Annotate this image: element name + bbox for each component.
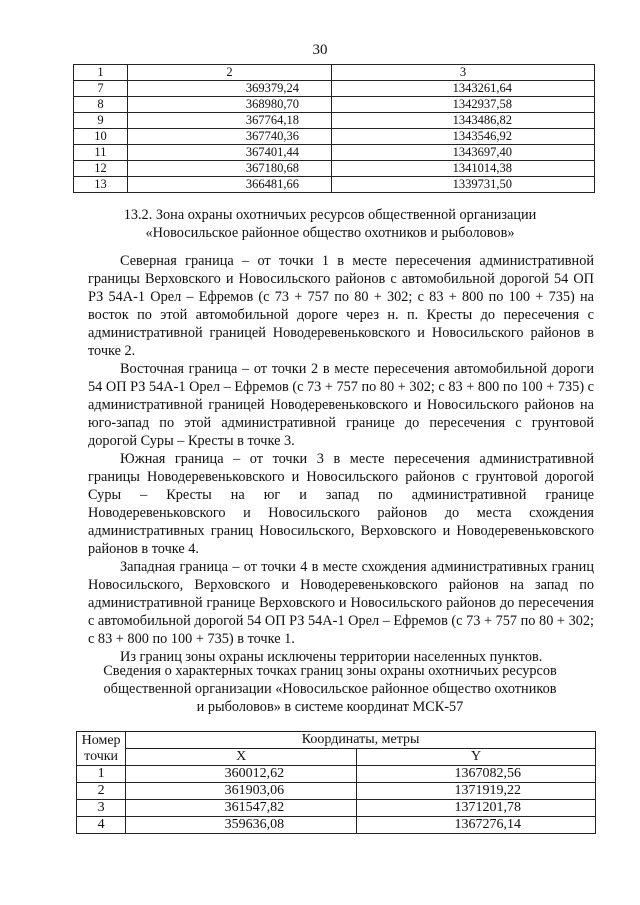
point-number: 1 [77, 766, 126, 783]
coord-x: 368980,70 [127, 97, 331, 113]
point-number: 8 [74, 97, 128, 113]
coordinates-heading-line: общественной организации «Новосильское районное общество охотников [103, 681, 557, 697]
table-row [77, 783, 596, 800]
point-number: 10 [74, 129, 128, 145]
point-number: 9 [74, 113, 128, 129]
point-number: 3 [77, 800, 126, 817]
coord-y: 1341014,38 [332, 161, 595, 177]
table-row [74, 81, 595, 97]
table-row [74, 97, 595, 113]
y-header: Y [357, 749, 596, 766]
coord-y: 1339731,50 [332, 177, 595, 193]
east-boundary-paragraph: Восточная граница – от точки 2 в месте пересечения автомобильной дороги 54 ОП РЗ 54А-1 Орел – Ефремов (с 73 + 757 по 80 + 302; с 83 + 800 по 100 + 735) с административной границей Новодеревеньковского и Новосильского районов на юго-запад по этой административной границе до пересечения с грунтовой дорогой Суры – Кресты в точке 3. [88, 361, 595, 449]
point-number: 7 [74, 81, 128, 97]
coord-x: 367401,44 [127, 145, 331, 161]
coord-x: 360012,62 [126, 766, 357, 783]
table-row [77, 817, 596, 834]
page-number: 30 [312, 42, 328, 58]
coordinates-heading [80, 662, 580, 716]
zone-heading-line: 13.2. Зона охраны охотничьих ресурсов общественной организации [123, 207, 537, 223]
exclusion-paragraph: Из границ зоны охраны исключены территории населенных пунктов. [120, 649, 543, 665]
table-row [74, 177, 595, 193]
table-row [74, 145, 595, 161]
table-header-row [74, 65, 595, 81]
coord-y: 1367082,56 [357, 766, 596, 783]
point-number-header-line: Номер [81, 732, 121, 748]
point-number: 13 [74, 177, 128, 193]
column-number-1: 1 [74, 65, 128, 81]
column-number-3: 3 [332, 65, 595, 81]
table-row [77, 800, 596, 817]
table-row [74, 161, 595, 177]
north-boundary-paragraph: Северная граница – от точки 1 в месте пересечения административной границы Верховского и Новосильского районов с автомобильной дорогой 54 ОП РЗ 54А-1 Орел – Ефремов (с 73 + 757 по 80 + 302; с 83 + 800 по 100 + 735) на восток по этой автомобильной дороге через н. п. Кресты до пересечения с административной границей Новодеревеньковского и Новосильского районов в точке 2. [88, 253, 594, 359]
zone-heading-line: «Новосильское районное общество охотников и рыболовов» [145, 225, 515, 241]
coord-y: 1343546,92 [332, 129, 595, 145]
point-number: 4 [77, 817, 126, 834]
coord-y: 1371201,78 [357, 800, 596, 817]
coord-x: 367740,36 [127, 129, 331, 145]
point-number: 2 [77, 783, 126, 800]
table-header-row [77, 732, 596, 749]
coord-y: 1343261,64 [332, 81, 595, 97]
coord-x: 366481,66 [127, 177, 331, 193]
coord-y: 1371919,22 [357, 783, 596, 800]
coord-y: 1343486,82 [332, 113, 595, 129]
coord-x: 369379,24 [127, 81, 331, 97]
coordinates-table [76, 731, 596, 834]
coordinates-heading-line: Сведения о характерных точках границ зоны охраны охотничьих ресурсов [103, 663, 557, 679]
coord-y: 1343697,40 [332, 145, 595, 161]
coord-x: 359636,08 [126, 817, 357, 834]
coord-x: 361547,82 [126, 800, 357, 817]
point-number: 12 [74, 161, 128, 177]
boundary-description [88, 252, 594, 666]
table-header-row [77, 749, 596, 766]
coord-x: 367764,18 [127, 113, 331, 129]
point-number-header [77, 732, 126, 766]
west-boundary-paragraph: Западная граница – от точки 4 в месте схождения административных границ Новосильского, Верховского и Новодеревеньковского районов на запад по административной границе Верховского и Новосильского районов до пересечения с автомобильной дорогой 54 ОП РЗ 54А-1 Орел – Ефремов (с 73 + 757 по 80 + 302; с 83 + 800 по 100 + 735) в точке 1. [88, 559, 594, 647]
x-header: X [126, 749, 357, 766]
table-row [74, 113, 595, 129]
south-boundary-paragraph: Южная граница – от точки 3 в месте пересечения административной границы Новодеревеньковского и Новосильского районов с грунтовой дорогой Суры – Кресты на юг и запад по административной границе Новодеревеньковского и Новосильского районов до места схождения административных границ Новосильского, Верховского и Новодеревеньковского районов в точке 4. [88, 451, 594, 557]
zone-heading [80, 206, 580, 242]
point-number: 11 [74, 145, 128, 161]
coord-x: 367180,68 [127, 161, 331, 177]
table-row [77, 766, 596, 783]
coordinates-header: Координаты, метры [126, 732, 596, 749]
coord-x: 361903,06 [126, 783, 357, 800]
coordinates-heading-line: и рыболовов» в системе координат МСК-57 [196, 699, 464, 715]
coord-y: 1367276,14 [357, 817, 596, 834]
table-row [74, 129, 595, 145]
coord-y: 1342937,58 [332, 97, 595, 113]
coordinates-table-continued [73, 64, 595, 193]
point-number-header-line: точки [84, 748, 119, 764]
column-number-2: 2 [127, 65, 331, 81]
